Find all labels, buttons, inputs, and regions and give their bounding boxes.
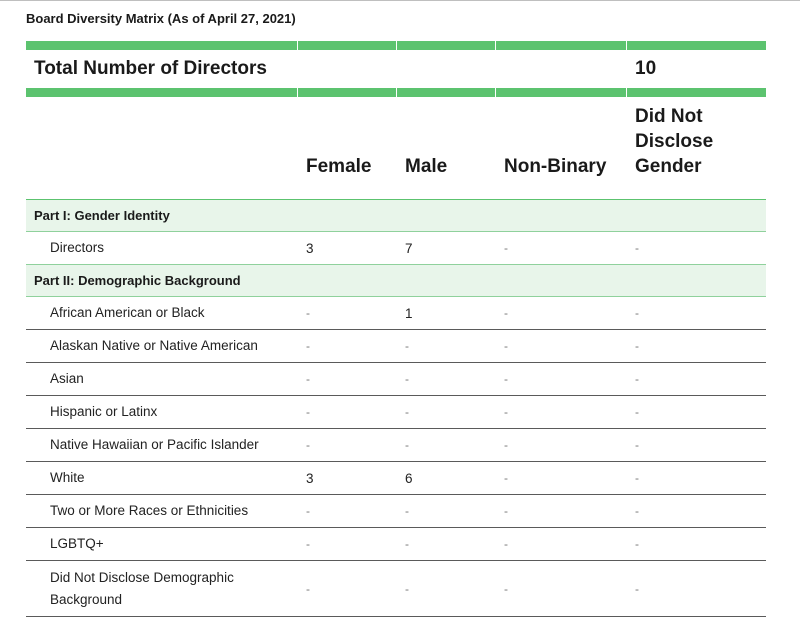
cell-non-binary: - <box>504 581 508 596</box>
table-row <box>26 528 766 561</box>
board-diversity-table <box>26 41 766 617</box>
cell-male: 1 <box>405 305 413 321</box>
row-label: Alaskan Native or Native American <box>50 338 258 353</box>
cell-male: 6 <box>405 470 413 486</box>
cell-did-not-disclose: - <box>635 438 639 452</box>
cell-female: - <box>306 504 310 518</box>
cell-did-not-disclose: - <box>635 306 639 320</box>
top-border <box>0 0 800 1</box>
row-label: Native Hawaiian or Pacific Islander <box>50 437 259 452</box>
table-row <box>26 396 766 429</box>
header-male: Male <box>405 156 448 177</box>
matrix-caption: Board Diversity Matrix (As of April 27, 2021) <box>26 11 296 26</box>
cell-female: - <box>306 372 310 386</box>
table-row <box>26 561 766 617</box>
cell-male: - <box>405 504 409 518</box>
cell-female: 3 <box>306 240 314 256</box>
cell-did-not-disclose: - <box>635 504 639 518</box>
cell-did-not-disclose: - <box>635 372 639 386</box>
cell-male: - <box>405 339 409 353</box>
table-row <box>26 297 766 330</box>
table-row <box>26 429 766 462</box>
section-title: Part I: Gender Identity <box>34 208 170 223</box>
row-label: Asian <box>50 371 84 386</box>
row-label: Did Not Disclose Demographic Background <box>50 569 234 607</box>
total-directors-row <box>26 50 766 88</box>
cell-male: 7 <box>405 240 413 256</box>
cell-did-not-disclose: - <box>635 241 639 255</box>
table-row <box>26 232 766 264</box>
cell-female: - <box>306 405 310 419</box>
cell-female: - <box>306 537 310 551</box>
section-gender-identity <box>26 200 766 232</box>
cell-non-binary: - <box>504 405 508 419</box>
cell-male: - <box>405 405 409 419</box>
cell-non-binary: - <box>504 471 508 485</box>
cell-did-not-disclose: - <box>635 339 639 353</box>
cell-female: - <box>306 438 310 452</box>
cell-did-not-disclose: - <box>635 537 639 551</box>
row-label: Directors <box>50 240 105 255</box>
column-header-row <box>26 97 766 200</box>
table-row <box>26 363 766 396</box>
section-title: Part II: Demographic Background <box>34 273 241 288</box>
row-label: Two or More Races or Ethnicities <box>50 503 249 518</box>
cell-non-binary: - <box>504 537 508 551</box>
cell-male: - <box>405 372 409 386</box>
header-female: Female <box>306 156 372 177</box>
cell-did-not-disclose: - <box>635 405 639 419</box>
cell-male: - <box>405 438 409 452</box>
table-row <box>26 330 766 363</box>
mid-accent-bar <box>26 88 766 97</box>
header-non-binary: Non-Binary <box>504 156 607 177</box>
row-label: LGBTQ+ <box>50 536 104 551</box>
cell-female: - <box>306 339 310 353</box>
cell-non-binary: - <box>504 339 508 353</box>
cell-non-binary: - <box>504 306 508 320</box>
top-accent-bar <box>26 41 766 50</box>
cell-did-not-disclose: - <box>635 581 639 596</box>
cell-male: - <box>405 537 409 551</box>
row-label: White <box>50 470 85 485</box>
total-label: Total Number of Directors <box>34 58 267 79</box>
header-did-not-disclose: Did Not Disclose Gender <box>635 106 714 177</box>
table-row <box>26 495 766 528</box>
cell-non-binary: - <box>504 372 508 386</box>
row-label: Hispanic or Latinx <box>50 404 158 419</box>
cell-female: - <box>306 306 310 320</box>
cell-female: - <box>306 581 310 596</box>
cell-non-binary: - <box>504 241 508 255</box>
table-row <box>26 462 766 495</box>
cell-non-binary: - <box>504 438 508 452</box>
cell-female: 3 <box>306 470 314 486</box>
cell-male: - <box>405 581 409 596</box>
total-value: 10 <box>635 58 657 79</box>
section-demographic-background <box>26 264 766 297</box>
cell-non-binary: - <box>504 504 508 518</box>
row-label: African American or Black <box>50 305 205 320</box>
cell-did-not-disclose: - <box>635 471 639 485</box>
